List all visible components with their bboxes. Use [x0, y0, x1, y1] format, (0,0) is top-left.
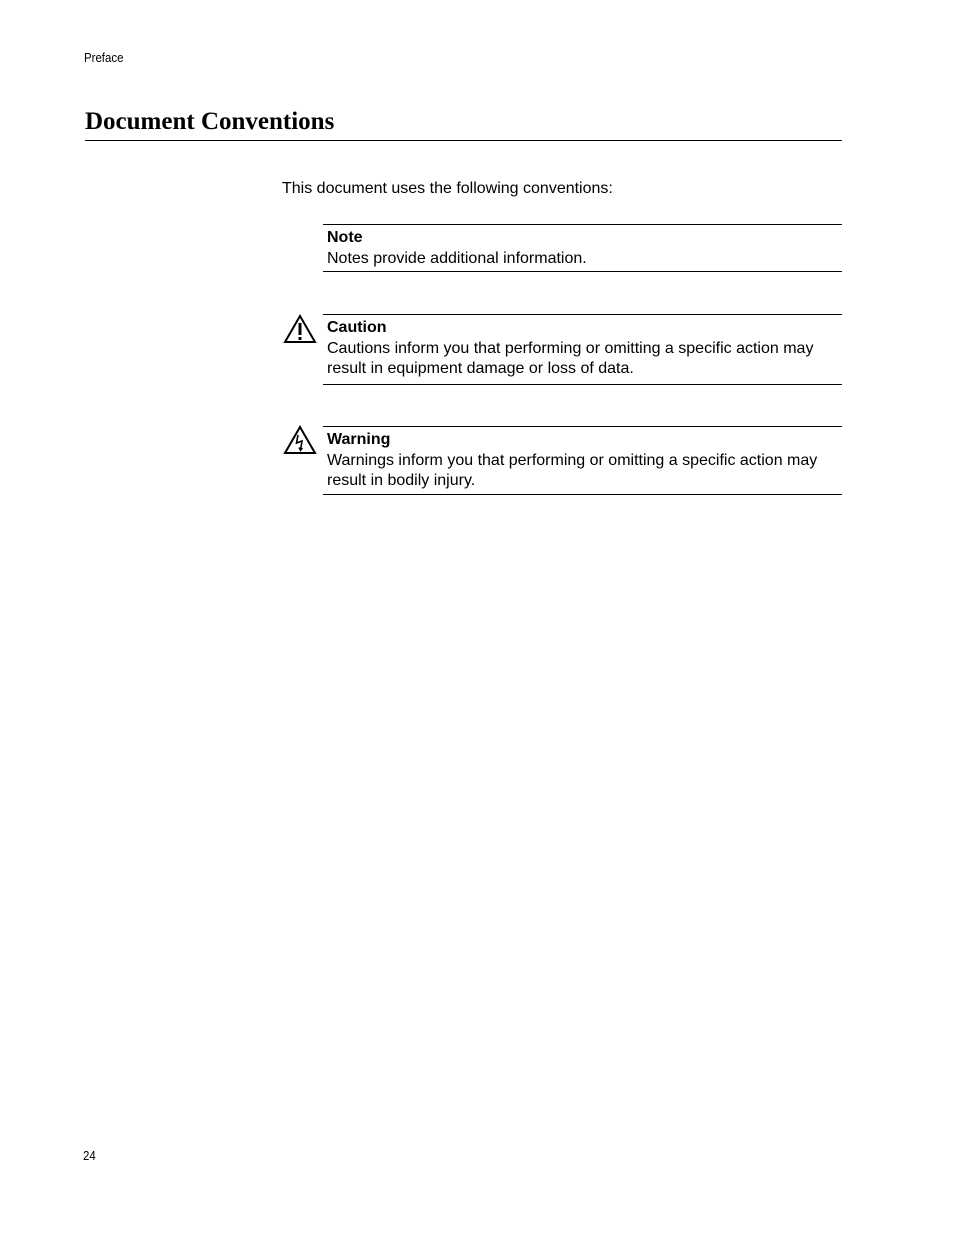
caution-box — [323, 314, 842, 385]
page-title: Document Conventions — [85, 108, 335, 135]
page-number: 24 — [83, 1148, 96, 1163]
title-rule — [85, 140, 842, 141]
electrical-warning-icon — [283, 425, 317, 455]
intro-text: This document uses the following conventions: — [282, 180, 613, 197]
note-heading: Note — [327, 229, 363, 246]
warning-box — [323, 426, 842, 495]
caution-heading: Caution — [327, 319, 387, 336]
note-body: Notes provide additional information. — [327, 250, 587, 267]
caution-icon — [283, 314, 317, 344]
warning-body: Warnings inform you that performing or omitting a specific action may result in bodily injury. — [327, 452, 818, 489]
warning-heading: Warning — [327, 431, 391, 448]
note-box — [323, 224, 842, 272]
caution-body: Cautions inform you that performing or omitting a specific action may result in equipment damage or loss of data. — [327, 340, 814, 377]
running-header: Preface — [84, 50, 124, 65]
